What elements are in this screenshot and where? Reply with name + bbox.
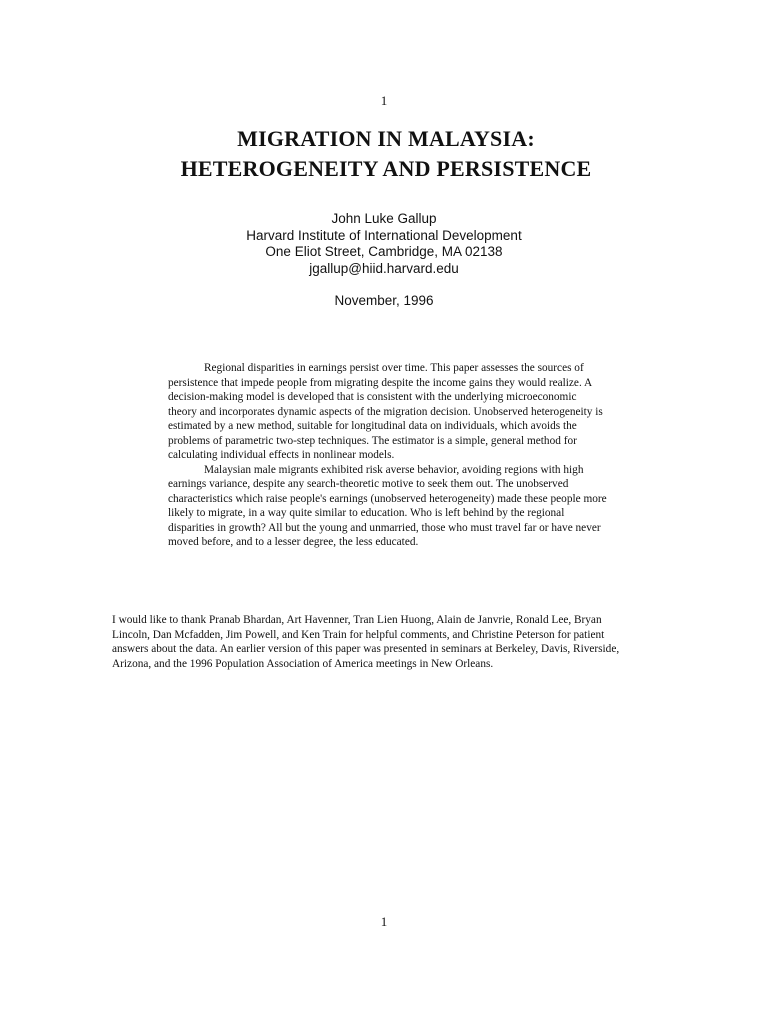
title-line-1: MIGRATION IN MALAYSIA:: [237, 126, 535, 151]
abstract-paragraph-1: Regional disparities in earnings persist over time. This paper assesses the sources of persistence that impede people from migrating despite the income gains they would realize. A decision-making model is developed that is consistent with the underlying microeconomic theory and incorporates dynamic aspects of the migration decision. Unobserved heterogeneity is estimated by a new method, suitable for longitudinal data on individuals, which avoids the problems of parametric two-step techniques. The estimator is a simple, general method for calculating individual effects in nonlinear models.: [168, 362, 603, 461]
page-number-top: 1: [380, 93, 388, 108]
publication-date: November, 1996: [334, 293, 434, 308]
author-address: One Eliot Street, Cambridge, MA 02138: [265, 244, 503, 259]
paper-title: [0, 124, 768, 184]
author-affiliation: Harvard Institute of International Development: [246, 227, 522, 243]
acknowledgement-footnote: [112, 613, 636, 671]
acknowledgement-text: I would like to thank Pranab Bhardan, Art Havenner, Tran Lien Huong, Alain de Janvrie, Ronald Lee, Bryan Lincoln, Dan Mcfadden, Jim Powell, and Ken Train for helpful comments, and Christine Peterson for patient answers about the data. An earlier version of this paper was presented in seminars at Berkeley, Davis, Riverside, Arizona, and the 1996 Population Association of America meetings in New Orleans.: [112, 614, 620, 670]
author-name: John Luke Gallup: [331, 211, 437, 226]
author-block: [0, 211, 768, 277]
title-line-2: HETEROGENEITY AND PERSISTENCE: [180, 156, 592, 181]
page-number-bottom: 1: [380, 914, 388, 929]
abstract: [168, 361, 608, 550]
abstract-paragraph-2: Malaysian male migrants exhibited risk averse behavior, avoiding regions with high earnings variance, despite any search-theoretic motive to seek them out. The unobserved characteristics which raise people's earnings (unobserved heterogeneity) made these people more likely to migrate, in a way quite similar to education. Who is left behind by the regional disparities in growth? All but the young and unmarried, those who must travel far or have never moved before, and to a lesser degree, the less educated.: [168, 463, 607, 548]
author-email: jgallup@hiid.harvard.edu: [309, 260, 459, 276]
